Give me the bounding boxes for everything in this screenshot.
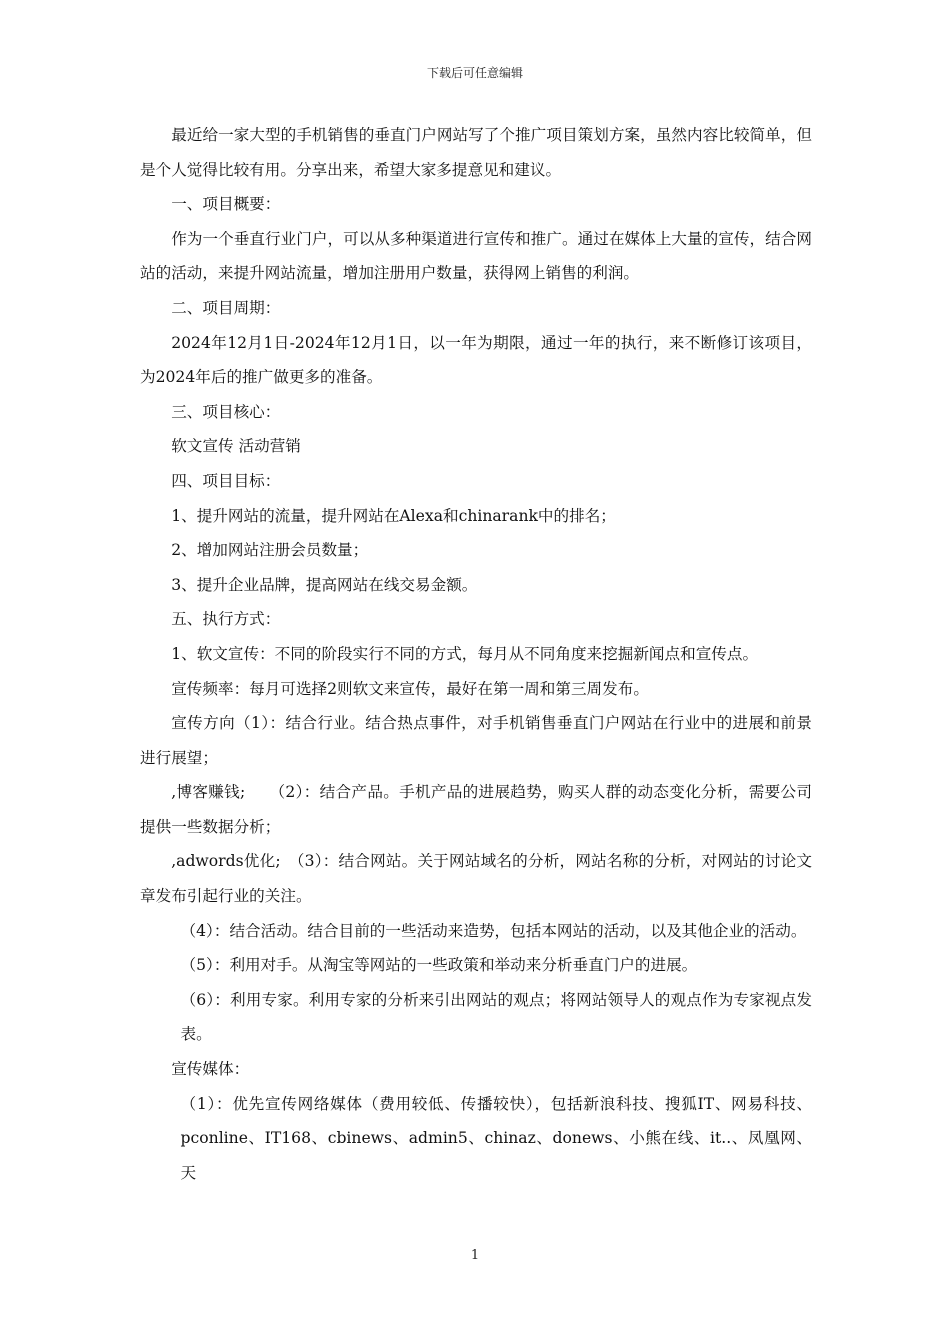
paragraph-direction-1: 宣传方向（1）：结合行业。结合热点事件，对手机销售垂直门户网站在行业中的进展和前景进行展望； (140, 714, 812, 767)
paragraph-direction-3: ,adwords优化; （3）：结合网站。关于网站域名的分析，网站名称的分析，对网站的讨论文章发布引起行业的关注。 (140, 852, 812, 906)
section-heading-period: 二、项目周期： (171, 298, 281, 317)
paragraph-direction-4: （4）：结合活动。结合目前的一些活动来造势，包括本网站的活动，以及其他企业的活动。 (180, 921, 807, 940)
section-heading-goals: 四、项目目标： (171, 471, 281, 490)
goal-item: 1、提升网站的流量，提升网站在Alexa和chinarank中的排名； (171, 506, 616, 525)
section-heading-execution: 五、执行方式： (171, 610, 281, 629)
paragraph-direction-2: ,博客赚钱; （2）：结合产品。手机产品的进展趋势，购买人群的动态变化分析，需要公司提供一些数据分析； (140, 783, 812, 836)
section-heading-media: 宣传媒体： (171, 1060, 250, 1079)
paragraph-direction-5: （5）：利用对手。从淘宝等网站的一些政策和举动来分析垂直门户的进展。 (180, 956, 698, 975)
goal-item: 2、增加网站注册会员数量； (171, 541, 369, 560)
document-body (140, 118, 812, 1190)
section-heading-core: 三、项目核心： (171, 402, 281, 421)
goal-item: 3、提升企业品牌，提高网站在线交易金额。 (171, 575, 478, 594)
paragraph-overview: 作为一个垂直行业门户，可以从多种渠道进行宣传和推广。通过在媒体上大量的宣传，结合网站的活动，来提升网站流量，增加注册用户数量，获得网上销售的利润。 (140, 229, 812, 283)
paragraph-media-1: （1）：优先宣传网络媒体（费用较低、传播较快），包括新浪科技、搜狐IT、网易科技、pconline、IT168、cbinews、admin5、chinaz、donews、小熊在线、it..、凤凰网、天 (180, 1094, 812, 1182)
section-heading-overview: 一、项目概要： (171, 195, 281, 214)
paragraph-period: 2024年12月1日-2024年12月1日，以一年为期限，通过一年的执行，来不断修订该项目，为2024年后的推广做更多的准备。 (140, 333, 812, 387)
paragraph-core: 软文宣传 活动营销 (171, 437, 301, 456)
page-number: 1 (470, 1248, 480, 1263)
page-header: 下载后可任意编辑 (426, 66, 523, 80)
paragraph-direction-6: （6）：利用专家。利用专家的分析来引出网站的观点；将网站领导人的观点作为专家视点发表。 (180, 990, 812, 1044)
paragraph-softtext: 1、软文宣传：不同的阶段实行不同的方式，每月从不同角度来挖掘新闻点和宣传点。 (171, 644, 759, 663)
paragraph-frequency: 宣传频率：每月可选择2则软文来宣传，最好在第一周和第三周发布。 (171, 679, 649, 698)
paragraph-intro: 最近给一家大型的手机销售的垂直门户网站写了个推广项目策划方案，虽然内容比较简单，但是个人觉得比较有用。分享出来，希望大家多提意见和建议。 (140, 126, 812, 179)
